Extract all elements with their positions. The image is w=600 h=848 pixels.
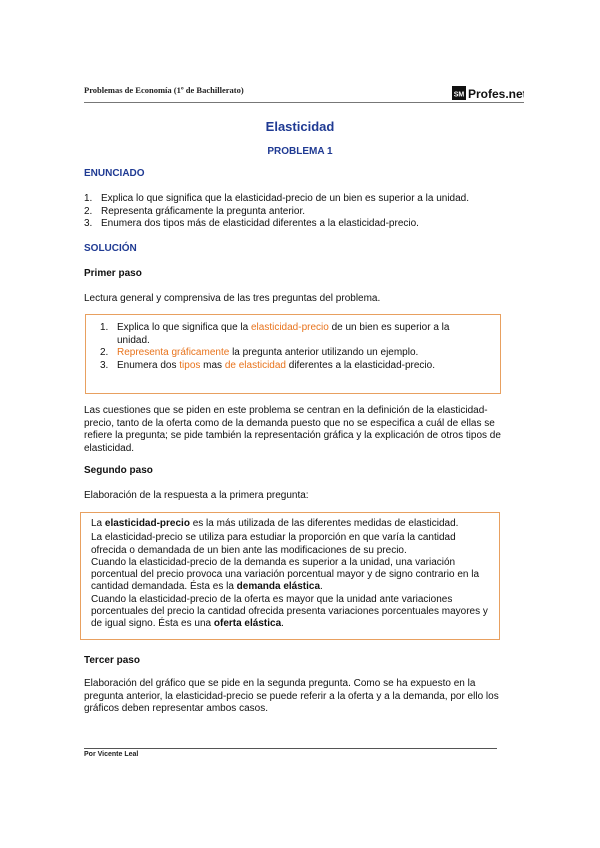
primer-paso-intro: Lectura general y comprensiva de las tres preguntas del problema. [84,293,381,304]
segundo-paso-intro: Elaboración de la respuesta a la primera pregunta: [84,490,309,501]
definition-line: La elasticidad-precio es la más utilizada de las diferentes medidas de elasticidad. [91,518,459,529]
highlight-term: tipos [179,359,201,371]
svg-text:SM: SM [453,91,465,99]
list-item: 2. Representa gráficamente la pregunta anterior. [84,205,306,217]
tercer-paso-heading: Tercer paso [84,655,140,666]
demand-paragraph: Cuando la elasticidad-precio de la demanda es superior a la unidad, una variación porcentual del precio provoca una variación porcentual mayor y de signo contrario en la cantidad demandada. Ésta es la demanda elástica. [91,556,480,593]
supply-paragraph: Cuando la elasticidad-precio de la oferta es mayor que la unidad ante variaciones porcentuales del precio la cantidad ofrecida presenta variaciones porcentuales mayores y de igual signo. Ésta es una oferta elástica. [91,593,488,630]
list-item: 1. Explica lo que significa que la elasticidad-precio de un bien es superior a la unidad. [100,322,450,346]
highlight-term: elasticidad-precio [250,322,329,333]
enunciado-list [84,193,524,231]
highlight-term: Representa gráficamente [117,347,230,358]
profes-net-logo [452,84,524,102]
document-header: Problemas de Economía (1º de Bachillerato) [84,85,244,95]
page-title: Elasticidad [265,119,335,134]
svg-text:Profes.net: Profes.net [468,87,524,101]
footer-author: Por Vicente Leal [84,751,139,758]
header-divider [84,102,524,103]
list-item: 3. Enumera dos tipos más de elasticidad diferentes a la elasticidad-precio. [84,218,419,229]
answer-highlight-box [80,512,500,640]
questions-highlight-box [85,314,501,394]
primer-paso-explanation: Las cuestiones que se piden en este problema se centran en la definición de la elasticidad-precio, tanto de la oferta como de la demanda puesto que no se especifica a cuál de ellas se refiere la pregunta; se pide también la representación gráfica y la explicación de otros tipos de elasticidad. [84,405,501,454]
usage-paragraph: La elasticidad-precio se utiliza para estudiar la proporción en que varía la cantidad ofrecida o demandada de un bien ante las modificaciones de su precio. [91,532,456,556]
solucion-heading: SOLUCIÓN [84,243,137,254]
enunciado-heading: ENUNCIADO [84,168,145,179]
primer-paso-heading: Primer paso [84,268,142,279]
segundo-paso-heading: Segundo paso [84,465,153,476]
problem-number: PROBLEMA 1 [267,146,333,157]
list-item: 2. Representa gráficamente la pregunta anterior utilizando un ejemplo. [100,347,419,358]
list-item: 1. Explica lo que significa que la elasticidad-precio de un bien es superior a la unidad. [84,193,470,204]
footer-divider [84,748,497,749]
list-item: 3. Enumera dos tipos mas de elasticidad diferentes a la elasticidad-precio. [100,359,435,371]
tercer-paso-text: Elaboración del gráfico que se pide en la segunda pregunta. Como se ha expuesto en la pregunta anterior, la elasticidad-precio se puede referir a la oferta y a la demanda, por ello los gráficos deben representar ambos casos. [84,678,499,714]
highlight-term: de elasticidad [224,359,286,371]
